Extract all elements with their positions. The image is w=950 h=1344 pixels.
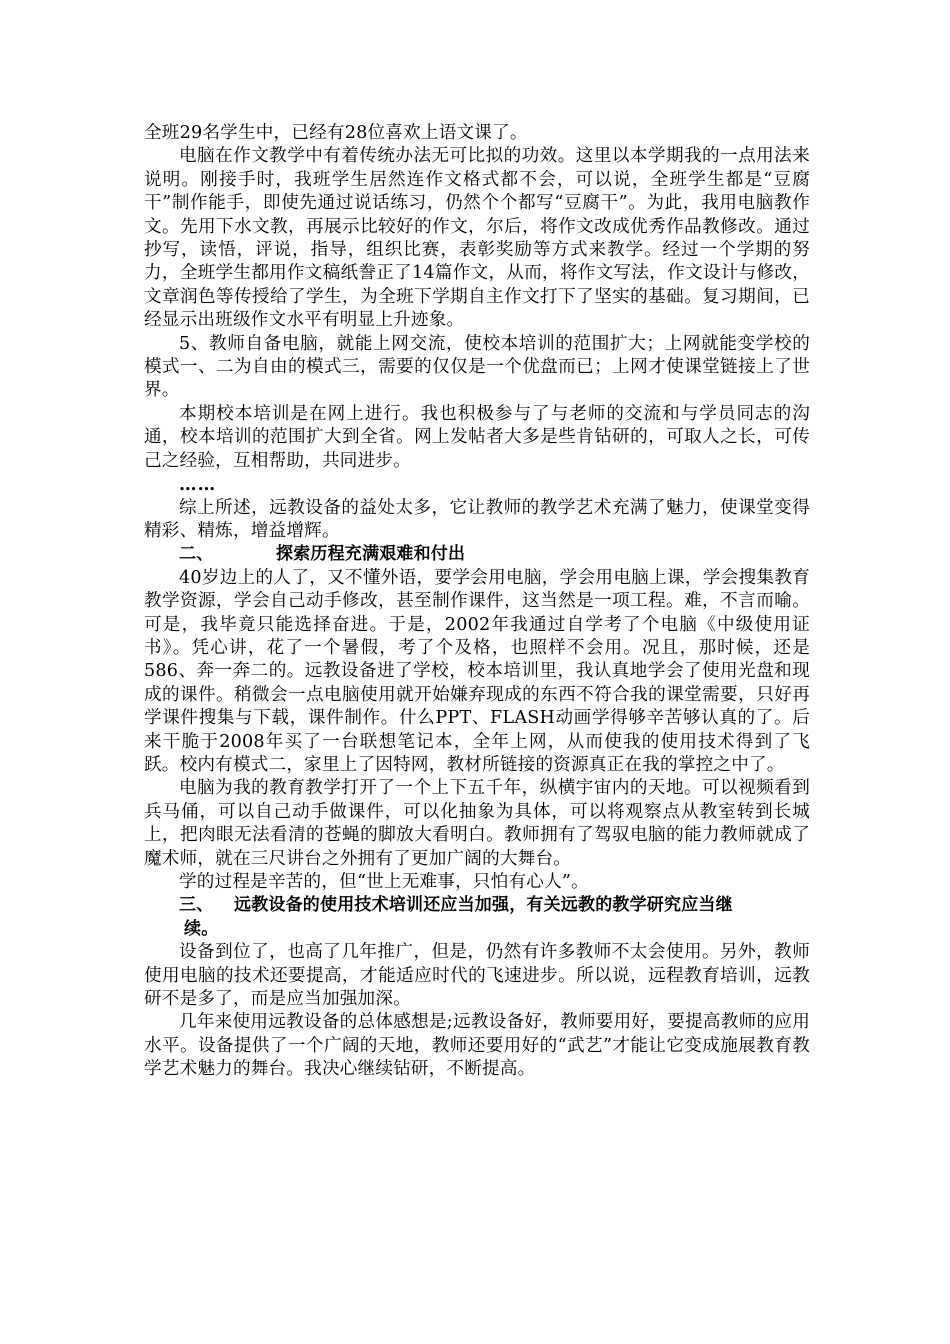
paragraph-summary: 综上所述，远教设备的益处太多，它让教师的教学艺术充满了魅力，使课堂变得精彩、精炼，增益增辉。 — [144, 497, 810, 541]
paragraph-learning-computer: 40岁边上的人了，又不懂外语，要学会用电脑，学会用电脑上课，学会搜集教育教学资源，学会自己动手修改，甚至制作课件，这当然是一项工程。难，不言而喻。可是，我毕竟只能选择奋进。于是，2002年我通过自学考了个电脑《中级使用证书》。凭心讲，花了一个暑假，考了个及格，也照样不会用。况且，那时候，还是586、奔一奔二的。远教设备进了学校，校本培训里，我认真地学会了使用光盘和现成的课件。稍微会一点电脑使用就开始嫌弃现成的东西不符合我的课堂需要，只好再学课件搜集与下载，课件制作。什么PPT、FLASH动画学得够辛苦够认真的了。后来干脆于2008年买了一台联想笔记本，全年上网，从而使我的使用技术得到了飞跃。校内有模式二，家里上了因特网，教材所链接的资源真正在我的掌控之中了。 — [144, 567, 810, 775]
section-title: 探索历程充满艰难和付出 — [276, 544, 466, 565]
paragraph-computer-world: 电脑为我的教育教学打开了一个上下五千年，纵横宇宙内的天地。可以视频看到兵马俑，可以自己动手做课件，可以化抽象为具体，可以将观察点从教室转到长城上，把肉眼无法看清的苍蝇的脚放大看明白。教师拥有了驾驭电脑的能力教师就成了魔术师，就在三尺讲台之外拥有了更加广阔的大舞台。 — [144, 778, 810, 869]
document-page — [144, 122, 810, 1082]
paragraph-intro: 全班29名学生中，已经有28位喜欢上语文课了。 — [144, 123, 528, 143]
section-title-line: 远教设备的使用技术培训还应当加强，有关远教的教学研究应当继 — [234, 895, 733, 916]
section-heading-3 — [144, 894, 810, 941]
paragraph-online-training: 本期校本培训是在网上进行。我也积极参与了与老师的交流和与学员同志的沟通，校本培训的范围扩大到全省。网上发帖者大多是些肯钻研的，可取人之长，可传己之经验，互相帮助，共同进步。 — [144, 403, 810, 471]
section-title — [184, 894, 810, 941]
ellipsis: …… — [179, 474, 217, 496]
section-number: 三、 — [179, 895, 214, 916]
paragraph-point-5: 5、教师自备电脑，就能上网交流，使校本培训的范围扩大；上网就能变学校的模式一、二为自由的模式三，需要的仅仅是一个优盘而已；上网才使课堂链接上了世界。 — [144, 333, 810, 401]
paragraph-hard-process: 学的过程是辛苦的，但“世上无难事，只怕有心人”。 — [179, 872, 589, 892]
section-number: 二、 — [179, 544, 214, 565]
paragraph-conclusion: 几年来使用远教设备的总体感想是;远教设备好，教师要用好，要提高教师的应用水平。设备提供了一个广阔的天地，教师还要用好的“武艺”才能让它变成施展教育教学艺术魅力的舞台。我决心继续钻研，不断提高。 — [144, 1012, 810, 1080]
section-heading-2 — [144, 543, 810, 566]
section-title-continuation: 续。 — [184, 918, 219, 939]
paragraph-composition: 电脑在作文教学中有着传统办法无可比拟的功效。这里以本学期我的一点用法来说明。刚接手时，我班学生居然连作文格式都不会，可以说，全班学生都是“豆腐干”制作能手，即使先通过说话练习，仍然个个都写“豆腐干”。为此，我用电脑教作文。先用下水文教，再展示比较好的作文，尔后，将作文改成优秀作品教修改。通过抄写，读悟，评说，指导，组织比赛，表彰奖励等方式来教学。经过一个学期的努力，全班学生都用作文稿纸誊正了14篇作文，从而，将作文写法，作文设计与修改，文章润色等传授给了学生，为全班下学期自主作文打下了坚实的基础。复习期间，已经显示出班级作文水平有明显上升迹象。 — [144, 146, 810, 331]
paragraph-equipment: 设备到位了，也高了几年推广，但是，仍然有许多教师不太会使用。另外，教师使用电脑的技术还要提高，才能适应时代的飞速进步。所以说，远程教育培训，远教研不是多了，而是应当加强加深。 — [144, 942, 810, 1010]
